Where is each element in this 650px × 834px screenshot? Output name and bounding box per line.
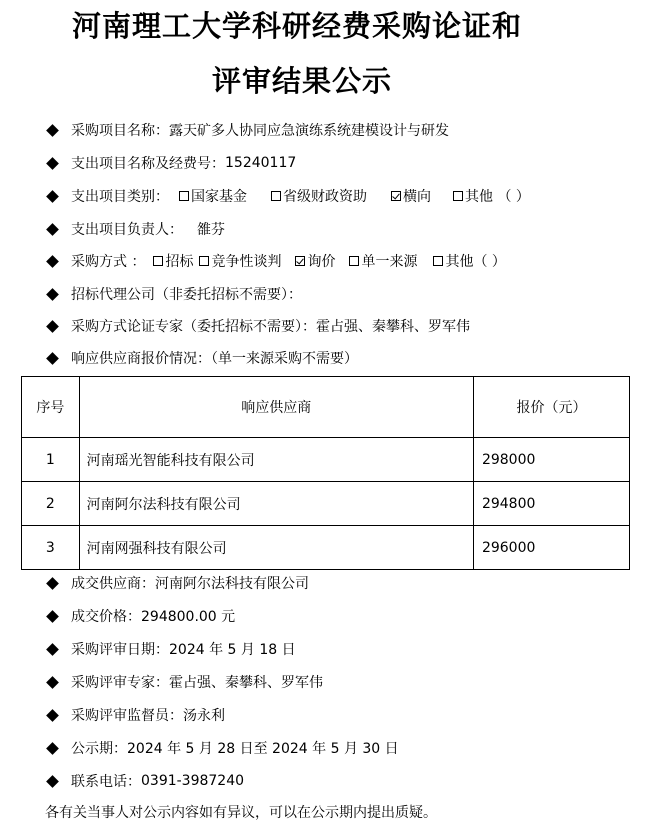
method-option-inquiry[interactable] [295,251,335,271]
diamond-bullet-icon [46,643,59,656]
category-option-horizontal[interactable] [391,186,431,206]
winner-item [45,571,309,595]
agency-item [45,282,302,306]
price-item [45,604,235,628]
budget-label: 支出项目名称及经费号： [71,156,225,172]
diamond-bullet-icon [46,157,59,170]
checked-checkbox-icon [391,191,401,201]
diamond-bullet-icon [46,742,59,755]
checkbox-icon [271,191,281,201]
manager-item [45,217,225,241]
diamond-bullet-icon [46,775,59,788]
method-item [45,249,506,273]
experts-item [45,314,470,338]
review-experts-item [45,670,323,694]
row-supplier: 河南瑶光智能科技有限公司 [79,438,473,482]
diamond-bullet-icon [46,320,59,333]
winner-label: 成交供应商： [71,576,155,592]
winner-name: 河南阿尔法科技有限公司 [155,576,309,592]
category-option-provincial[interactable] [271,186,367,206]
row-no: 2 [22,482,80,526]
category-option-label: 其他 （ ） [465,189,530,205]
supervisor-label: 采购评审监督员： [71,708,183,724]
method-option-single-source[interactable] [349,251,417,271]
diamond-bullet-icon [46,709,59,722]
table-row [22,438,630,482]
experts-names: 霍占强、秦攀科、罗军伟 [316,319,470,335]
category-option-label: 横向 [403,189,431,205]
row-price: 294800 [473,482,629,526]
method-option-label: 竞争性谈判 [211,254,282,270]
category-option-label: 省级财政资助 [283,189,367,205]
checked-checkbox-icon [295,256,305,266]
diamond-bullet-icon [46,577,59,590]
row-no: 1 [22,438,80,482]
table-row [22,482,630,526]
checkbox-icon [179,191,189,201]
manager-label: 支出项目负责人： [71,222,183,238]
budget-number: 15240117 [225,155,297,171]
method-option-label: 单一来源 [361,254,418,270]
review-date-label: 采购评审日期： [71,642,169,658]
diamond-bullet-icon [46,190,59,203]
page-title-line1: 河南理工大学科研经费采购论证和 [72,9,523,43]
checkbox-icon [199,256,209,266]
row-price: 298000 [473,438,629,482]
price-label: 成交价格： [71,609,141,625]
objection-notice: 各有关当事人对公示内容如有异议，可以在公示期内提出质疑。 [45,805,437,821]
period-label: 公示期： [71,741,127,757]
phone-item [45,769,244,793]
row-supplier: 河南网强科技有限公司 [79,526,473,570]
phone-label: 联系电话： [71,774,141,790]
experts-label: 采购方式论证专家（委托招标不需要）： [71,319,316,335]
category-option-other[interactable] [453,186,530,206]
method-option-other[interactable] [433,251,505,271]
method-option-label: 其他（ ） [445,254,506,270]
project-name-label: 采购项目名称： [71,123,169,139]
review-experts-label: 采购评审专家： [71,675,169,691]
diamond-bullet-icon [46,223,59,236]
review-date-item [45,637,296,661]
price-value: 294800.00 元 [141,609,236,625]
method-option-tender[interactable] [153,251,193,271]
project-name-item [45,118,449,142]
supervisor-item [45,703,225,727]
review-experts-names: 霍占强、秦攀科、罗军伟 [169,675,323,691]
header-price: 报价（元） [473,377,629,438]
period-value: 2024 年 5 月 28 日至 2024 年 5 月 30 日 [127,741,399,757]
agency-label: 招标代理公司（非委托招标不需要）： [71,287,302,303]
method-option-label: 询价 [307,254,336,270]
diamond-bullet-icon [46,255,59,268]
checkbox-icon [153,256,163,266]
quotes-table [21,376,630,570]
row-price: 296000 [473,526,629,570]
method-option-label: 招标 [165,254,194,270]
checkbox-icon [433,256,443,266]
quotes-heading-item [45,346,358,370]
diamond-bullet-icon [46,288,59,301]
diamond-bullet-icon [46,124,59,137]
budget-item [45,151,296,175]
diamond-bullet-icon [46,352,59,365]
row-no: 3 [22,526,80,570]
checkbox-icon [349,256,359,266]
period-item [45,736,399,760]
method-label: 采购方式 ： [71,254,146,270]
project-name: 露天矿多人协同应急演练系统建模设计与研发 [169,123,449,139]
page-title-line2: 评审结果公示 [212,64,393,98]
phone-value: 0391-3987240 [141,773,245,789]
header-supplier: 响应供应商 [79,377,473,438]
category-item [45,184,530,208]
checkbox-icon [453,191,463,201]
table-header-row [22,377,630,438]
supervisor-name: 汤永利 [183,708,225,724]
review-date-value: 2024 年 5 月 18 日 [169,642,296,658]
method-option-negotiation[interactable] [199,251,281,271]
category-label: 支出项目类别： [71,189,169,205]
header-no: 序号 [22,377,80,438]
manager-name: 雒芬 [197,222,225,238]
table-row [22,526,630,570]
quotes-heading: 响应供应商报价情况：（单一来源采购不需要） [71,351,358,367]
row-supplier: 河南阿尔法科技有限公司 [79,482,473,526]
diamond-bullet-icon [46,676,59,689]
diamond-bullet-icon [46,610,59,623]
category-option-label: 国家基金 [191,189,247,205]
category-option-national-fund[interactable] [179,186,247,206]
